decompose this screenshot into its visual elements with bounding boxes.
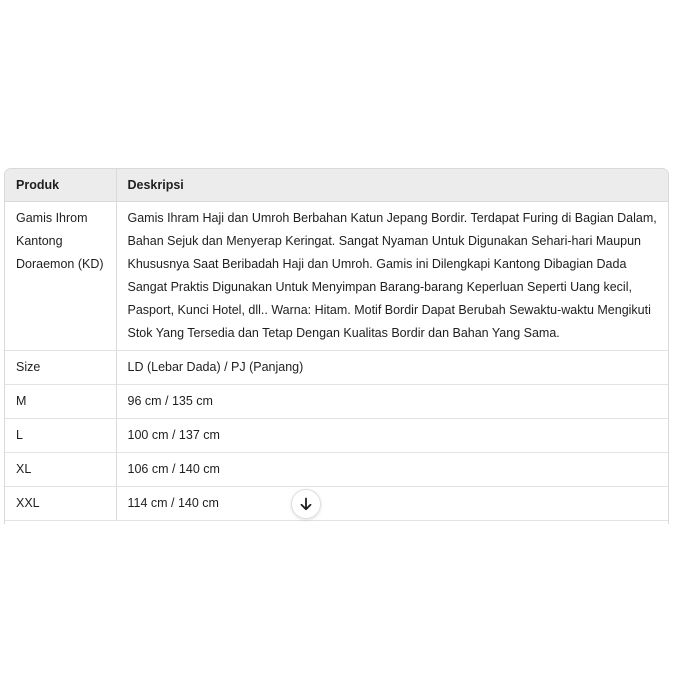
table-header-row bbox=[5, 169, 668, 202]
cell-produk: XL bbox=[5, 453, 116, 487]
table-row bbox=[5, 453, 668, 487]
table-row bbox=[5, 419, 668, 453]
cell-produk: M bbox=[5, 385, 116, 419]
cell-produk: XXL bbox=[5, 487, 116, 521]
product-table-container bbox=[4, 168, 669, 524]
table-row bbox=[5, 385, 668, 419]
cell-deskripsi: LD (Lebar Dada) / PJ (Panjang) bbox=[116, 351, 668, 385]
cell-produk: Size bbox=[5, 351, 116, 385]
header-deskripsi: Deskripsi bbox=[116, 169, 668, 202]
cell-produk: L bbox=[5, 419, 116, 453]
header-produk: Produk bbox=[5, 169, 116, 202]
table-row bbox=[5, 487, 668, 521]
scroll-down-button[interactable] bbox=[291, 489, 321, 519]
product-table bbox=[5, 169, 668, 521]
cell-deskripsi: 106 cm / 140 cm bbox=[116, 453, 668, 487]
cell-deskripsi: 96 cm / 135 cm bbox=[116, 385, 668, 419]
cell-produk: Gamis Ihrom Kantong Doraemon (KD) bbox=[5, 202, 116, 351]
cell-deskripsi: 100 cm / 137 cm bbox=[116, 419, 668, 453]
arrow-down-icon bbox=[299, 497, 313, 511]
cell-deskripsi: 114 cm / 140 cm bbox=[116, 487, 668, 521]
cell-deskripsi: Gamis Ihram Haji dan Umroh Berbahan Katun Jepang Bordir. Terdapat Furing di Bagian Dalam, Bahan Sejuk dan Menyerap Keringat. Sangat Nyaman Untuk Digunakan Sehari-hari Maupun Khususnya Saat Beribadah Haji dan Umroh. Gamis ini Dilengkapi Kantong Dibagian Dada Sangat Praktis Digunakan Untuk Menyimpan Barang-barang Keperluan Seperti Uang kecil, Pasport, Kunci Hotel, dll.. Warna: Hitam. Motif Bordir Dapat Berubah Sewaktu-waktu Mengikuti Stok Yang Tersedia dan Tetap Dengan Kualitas Bordir dan Bahan Yang Sama. bbox=[116, 202, 668, 351]
table-row bbox=[5, 351, 668, 385]
table-row bbox=[5, 202, 668, 351]
